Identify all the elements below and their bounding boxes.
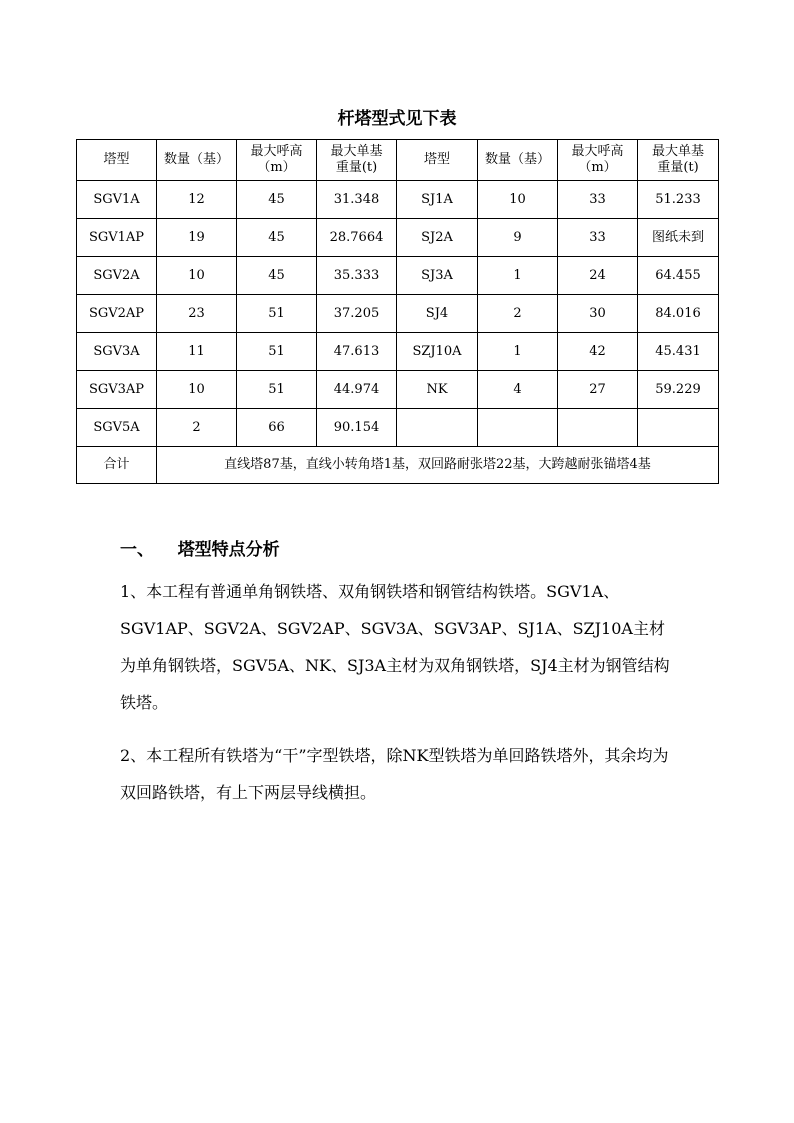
table-cell: 51	[237, 333, 317, 371]
table-cell: 51	[237, 371, 317, 409]
table-row	[77, 181, 719, 219]
table-cell: 19	[157, 219, 237, 257]
table-cell: SJ1A	[397, 181, 478, 219]
header-line: 数量（基）	[163, 152, 229, 167]
table-cell: 30	[558, 295, 638, 333]
table-row	[77, 371, 719, 409]
table-header-cell	[558, 140, 638, 181]
table-header-cell	[157, 140, 237, 181]
header-line: 塔型	[103, 152, 130, 167]
table-cell: 44.974	[317, 371, 397, 409]
table-cell: 47.613	[317, 333, 397, 371]
table-cell: NK	[397, 371, 478, 409]
table-cell: 4	[478, 371, 558, 409]
table-cell: SZJ10A	[397, 333, 478, 371]
table-cell	[638, 409, 719, 447]
table-cell: 33	[558, 181, 638, 219]
table-cell: 23	[157, 295, 237, 333]
table-total-row	[77, 447, 719, 484]
tower-type-table	[76, 139, 719, 484]
table-cell: 31.348	[317, 181, 397, 219]
table-cell: 1	[478, 333, 558, 371]
table-cell: 2	[157, 409, 237, 447]
table-header-cell	[397, 140, 478, 181]
table-cell: 42	[558, 333, 638, 371]
table-cell: 51	[237, 295, 317, 333]
table-cell: 45.431	[638, 333, 719, 371]
table-cell: 84.016	[638, 295, 719, 333]
table-cell: 9	[478, 219, 558, 257]
header-line: 重量(t)	[335, 160, 378, 175]
paragraph-1: 1、本工程有普通单角钢铁塔、双角钢铁塔和钢管结构铁塔。SGV1A、SGV1AP、SGV2A、SGV2AP、SGV3A、SGV3AP、SJ1A、SZJ10A主材为单角钢铁塔，SGV5A、NK、SJ3A主材为双角钢铁塔，SJ4主材为钢管结构铁塔。	[120, 582, 670, 712]
table-cell: 90.154	[317, 409, 397, 447]
table-cell	[397, 409, 478, 447]
table-title: 杆塔型式见下表	[337, 109, 457, 129]
table-cell: 59.229	[638, 371, 719, 409]
total-label: 合计	[77, 447, 157, 484]
header-line: （m）	[578, 160, 617, 175]
table-cell: SGV3AP	[77, 371, 157, 409]
table-cell	[478, 409, 558, 447]
table-cell: 35.333	[317, 257, 397, 295]
table-cell: 2	[478, 295, 558, 333]
table-cell: 51.233	[638, 181, 719, 219]
table-cell: 45	[237, 257, 317, 295]
table-cell: 45	[237, 219, 317, 257]
table-cell: SJ3A	[397, 257, 478, 295]
table-cell: 10	[157, 371, 237, 409]
table-header-cell	[478, 140, 558, 181]
table-cell: SJ4	[397, 295, 478, 333]
section-number: 一、	[120, 540, 154, 560]
table-cell: SGV2A	[77, 257, 157, 295]
table-cell: 1	[478, 257, 558, 295]
table-header-cell	[77, 140, 157, 181]
table-cell: 12	[157, 181, 237, 219]
table-cell: 66	[237, 409, 317, 447]
header-line: 塔型	[423, 152, 450, 167]
table-cell: SGV1A	[77, 181, 157, 219]
header-line: 最大单基	[651, 144, 704, 159]
header-line: 最大呼高	[571, 144, 624, 159]
header-line: 重量(t)	[657, 160, 699, 175]
paragraph-2: 2、本工程所有铁塔为“干”字型铁塔，除NK型铁塔为单回路铁塔外，其余均为双回路铁塔，有上下两层导线横担。	[120, 746, 669, 802]
table-cell: SJ2A	[397, 219, 478, 257]
table-cell: SGV2AP	[77, 295, 157, 333]
table-cell	[558, 409, 638, 447]
table-cell: 33	[558, 219, 638, 257]
total-summary: 直线塔87基，直线小转角塔1基，双回路耐张塔22基，大跨越耐张锚塔4基	[157, 447, 719, 484]
table-header-cell	[638, 140, 719, 181]
table-header-row	[77, 140, 719, 181]
table-cell: 27	[558, 371, 638, 409]
table-cell: 图纸未到	[638, 219, 719, 257]
table-cell: SGV5A	[77, 409, 157, 447]
table-row	[77, 333, 719, 371]
table-row	[77, 219, 719, 257]
header-line: （m）	[257, 160, 296, 175]
table-cell: 64.455	[638, 257, 719, 295]
table-row	[77, 409, 719, 447]
table-cell: 11	[157, 333, 237, 371]
table-cell: 45	[237, 181, 317, 219]
table-header-cell	[237, 140, 317, 181]
table-cell: SGV1AP	[77, 219, 157, 257]
table-cell: 28.7664	[317, 219, 397, 257]
table-cell: 37.205	[317, 295, 397, 333]
table-row	[77, 295, 719, 333]
header-line: 数量（基）	[484, 152, 550, 167]
table-header-cell	[317, 140, 397, 181]
table-cell: 10	[478, 181, 558, 219]
header-line: 最大单基	[330, 144, 383, 159]
table-cell: 10	[157, 257, 237, 295]
table-cell: SGV3A	[77, 333, 157, 371]
section-title: 塔型特点分析	[177, 540, 280, 560]
table-row	[77, 257, 719, 295]
header-line: 最大呼高	[250, 144, 303, 159]
table-cell: 24	[558, 257, 638, 295]
section-heading	[120, 535, 280, 560]
